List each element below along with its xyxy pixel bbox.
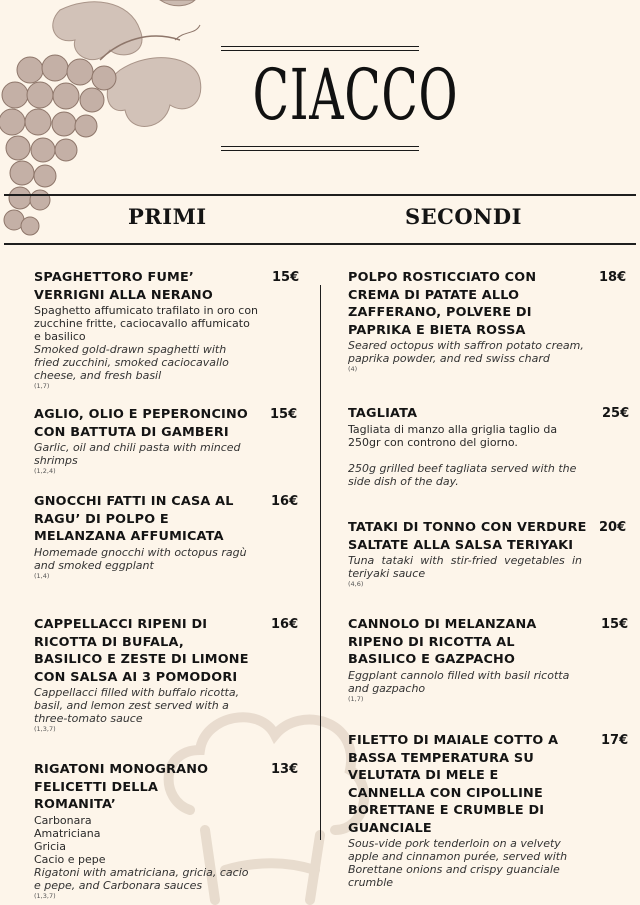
dish-description-english: Tuna tataki with stir-fried vegetables in teriyaki sauce [348,554,582,580]
dish-allergens: (1,3,7) [34,725,56,733]
restaurant-logo [221,46,459,152]
dish-description-english: 250g grilled beef tagliata served with the side dish of the day. [348,461,577,488]
section-title-secondi: SECONDI [405,204,522,229]
header-divider-top [4,194,636,196]
menu-item [34,493,299,581]
header-divider-bottom [4,243,636,245]
restaurant-name: CIACCO [252,54,459,136]
dish-description-english: Seared octopus with saffron potato cream, paprika powder, and red swiss chard [348,339,584,365]
dish-price: 16€ [271,617,299,632]
dish-price: 15€ [272,270,300,285]
dish-option: Gricia [34,839,66,853]
dish-option: Carbonara [34,813,92,827]
dish-price: 25€ [602,406,630,421]
dish-price: 18€ [599,270,627,285]
menu-item [34,406,299,476]
section-title-primi: PRIMI [128,204,207,229]
dish-allergens: (1,3,7) [34,891,56,900]
dish-description-english: Cappellacci filled with buffalo ricotta, basil, and lemon zest served with a three-tomato sauce [34,686,240,725]
menu-item [348,616,628,704]
dish-allergens: (1,4) [34,571,50,580]
dish-description-english: Eggplant cannolo filled with basil ricotta and gazpacho [348,668,570,695]
column-divider [320,285,321,840]
dish-description-english: Rigatoni with amatriciana, gricia, cacio e pepe, and Carbonara sauces [34,865,249,892]
dish-price: 16€ [271,494,299,509]
menu-item [348,405,628,488]
menu-item [348,269,628,374]
dish-name: FILETTO DI MAIALE COTTO A BASSA TEMPERATURA SU VELUTATA DI MELE E CANNELLA CON CIPOLLINE BORETTANE E CRUMBLE DI GUANCIALE [348,733,559,836]
menu-item [348,519,628,589]
dish-description: Spaghetto affumicato trafilato in oro con zucchine fritte, caciocavallo affumicato e basilico [34,304,259,343]
dish-allergens: (4,6) [348,580,364,588]
logo-bottom-rule-inner [221,146,419,147]
dish-price: 15€ [270,407,298,422]
dish-name: SPAGHETTORO FUME’ VERRIGNI ALLA NERANO [34,270,213,303]
dish-description-english: Homemade gnocchi with octopus ragù and smoked eggplant [34,545,247,572]
dish-name: TATAKI DI TONNO CON VERDURE SALTATE ALLA SALSA TERIYAKI [348,520,587,553]
dish-allergens: (1,7) [348,694,364,703]
dish-name: GNOCCHI FATTI IN CASA AL RAGU’ DI POLPO E MELANZANA AFFUMICATA [34,494,234,544]
dish-description: Tagliata di manzo alla griglia taglio da 250gr con controno del giorno. [348,422,558,449]
dish-description-english: Sous-vide pork tenderloin on a velvety apple and cinnamon purée, served with Borettane onions and crispy guanciale crumble [348,837,568,889]
dish-price: 15€ [601,617,629,632]
dish-option: Amatriciana [34,826,101,840]
menu-item [34,761,299,901]
dish-name: RIGATONI MONOGRANO FELICETTI DELLA ROMANITA’ [34,762,209,812]
dish-allergens: (1,2,4) [34,467,56,475]
menu-item [34,269,299,391]
dish-allergens: (1,7) [34,382,50,390]
dish-price: 20€ [599,520,627,535]
dish-name: CAPPELLACCI RIPENI DI RICOTTA DI BUFALA, BASILICO E ZESTE DI LIMONE CON SALSA AI 3 POMODORI [34,617,249,685]
dish-name: CANNOLO DI MELANZANA RIPENO DI RICOTTA AL BASILICO E GAZPACHO [348,617,537,667]
logo-top-rule [221,46,419,47]
menu-item [34,616,299,734]
menu-item [348,732,628,889]
logo-bottom-rule [221,150,419,151]
dish-name: TAGLIATA [348,406,418,421]
dish-name: POLPO ROSTICCIATO CON CREMA DI PATATE ALLO ZAFFERANO, POLVERE DI PAPRIKA E BIETA ROSSA [348,270,537,338]
dish-option: Cacio e pepe [34,852,106,866]
dish-description-english: Garlic, oil and chili pasta with minced shrimps [34,441,241,467]
dish-allergens: (4) [348,365,358,373]
dish-price: 13€ [271,762,299,777]
dish-name: AGLIO, OLIO E PEPERONCINO CON BATTUTA DI GAMBERI [34,407,248,440]
dish-price: 17€ [601,733,629,748]
dish-description-english: Smoked gold-drawn spaghetti with fried zucchini, smoked caciocavallo cheese, and fresh basil [34,343,229,382]
